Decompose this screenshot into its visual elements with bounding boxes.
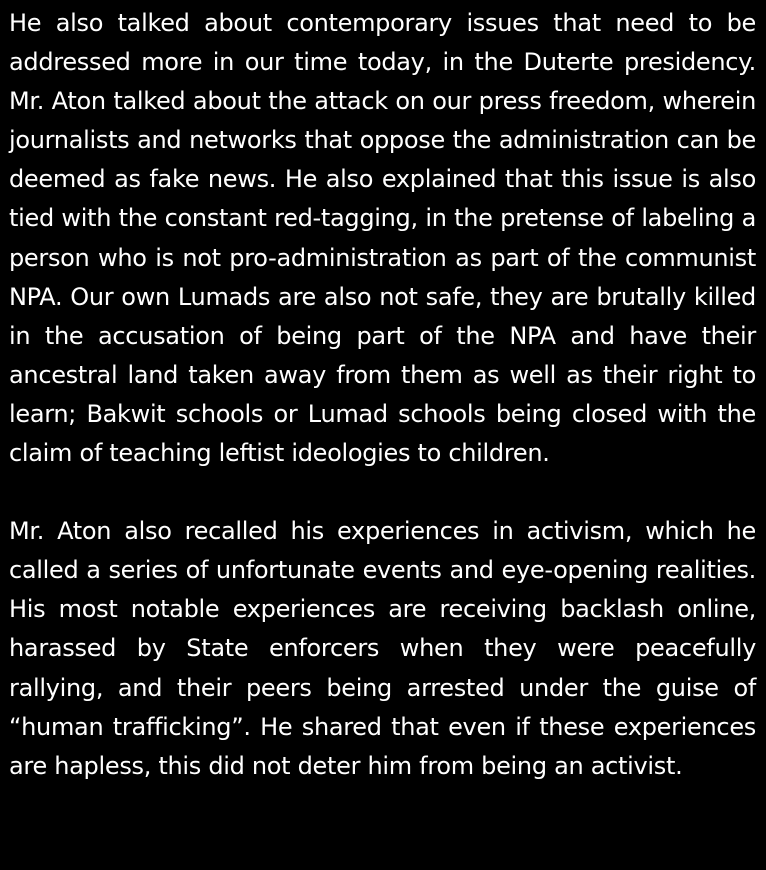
document-body — [9, 4, 756, 786]
paragraph-contemporary-issues: He also talked about contemporary issues that need to be addressed more in our time today, in the Duterte presidency. Mr. Aton talked about the attack on our press freedom, wherein journalists and networks that oppose the administration can be deemed as fake news. He also explained that this issue is also tied with the constant red-tagging, in the pretense of labeling a person who is not pro-administration as part of the communist NPA. Our own Lumads are also not safe, they are brutally killed in the accusation of being part of the NPA and have their ancestral land taken away from them as well as their right to learn; Bakwit schools or Lumad schools being closed with the claim of teaching leftist ideologies to children. — [9, 9, 756, 468]
paragraph-activism-experiences: Mr. Aton also recalled his experiences in activism, which he called a series of unfortunate events and eye-opening realities. His most notable experiences are receiving backlash online, harassed by State enforcers when they were peacefully rallying, and their peers being arrested under the guise of “human trafficking”. He shared that even if these experiences are hapless, this did not deter him from being an activist. — [9, 517, 756, 780]
